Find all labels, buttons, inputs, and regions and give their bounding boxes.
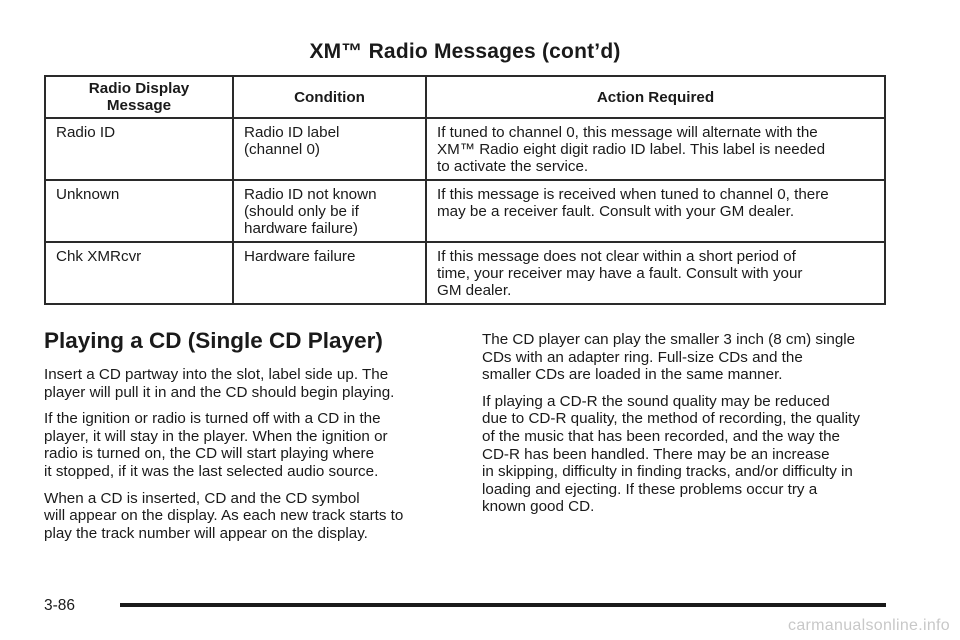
watermark: carmanualsonline.info xyxy=(788,617,950,634)
radio-messages-table xyxy=(44,75,886,305)
header-radio-display-message: Radio Display Message xyxy=(45,76,233,118)
cell-condition: Radio ID label (channel 0) xyxy=(233,118,426,180)
cell-message: Chk XMRcvr xyxy=(45,242,233,304)
header-condition: Condition xyxy=(233,76,426,118)
footer-rule xyxy=(120,603,886,607)
paragraph: The CD player can play the smaller 3 inch (8 cm) single CDs with an adapter ring. Full-size CDs and the smaller CDs are loaded in the same manner. xyxy=(482,331,856,384)
cell-condition: Hardware failure xyxy=(233,242,426,304)
right-column-text xyxy=(482,331,892,525)
header-action-required: Action Required xyxy=(426,76,885,118)
paragraph: If the ignition or radio is turned off with a CD in the player, it will stay in the player. When the ignition or radio is turned on, the CD will start playing where it stopped, if it was the last selected audio source. xyxy=(44,410,388,480)
paragraph: If playing a CD-R the sound quality may be reduced due to CD-R quality, the method of recording, the quality of the music that has been recorded, and the way the CD-R has been handled. There may be an increase in skipping, difficulty in finding tracks, and/or difficulty in loading and ejecting. If these problems occur try a known good CD. xyxy=(482,392,860,516)
paragraph: When a CD is inserted, CD and the CD symbol will appear on the display. As each new track starts to play the track number will appear on the display. xyxy=(44,489,404,542)
page-number: 3-86 xyxy=(44,597,76,614)
table-header-row xyxy=(45,76,885,118)
table-row xyxy=(45,180,885,242)
cell-action: If this message is received when tuned to channel 0, there may be a receiver fault. Consult with your GM dealer. xyxy=(426,180,885,242)
table-row xyxy=(45,242,885,304)
cell-action: If tuned to channel 0, this message will alternate with the XM™ Radio eight digit radio ID label. This label is needed to activate the service. xyxy=(426,118,885,180)
section-heading: Playing a CD (Single CD Player) xyxy=(44,328,383,353)
cell-action: If this message does not clear within a short period of time, your receiver may have a fault. Consult with your GM dealer. xyxy=(426,242,885,304)
left-column-text xyxy=(44,366,454,551)
table-row xyxy=(45,118,885,180)
paragraph: Insert a CD partway into the slot, label side up. The player will pull it in and the CD should begin playing. xyxy=(44,366,395,401)
cell-condition: Radio ID not known (should only be if hardware failure) xyxy=(233,180,426,242)
table-title: XM™ Radio Messages (cont’d) xyxy=(309,40,621,63)
cell-message: Unknown xyxy=(45,180,233,242)
cell-message: Radio ID xyxy=(45,118,233,180)
